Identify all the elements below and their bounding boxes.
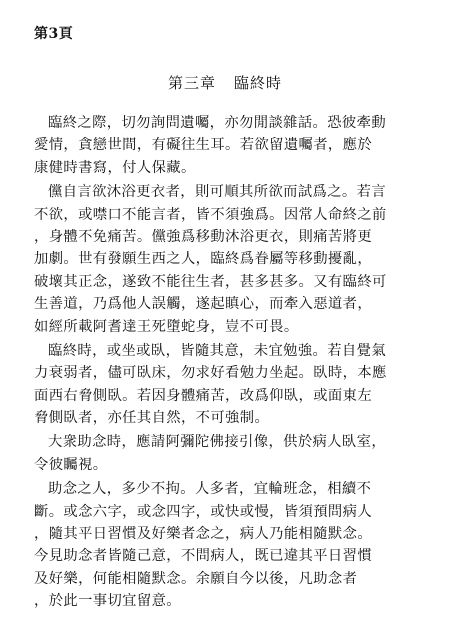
text-line: 不欲，或噤口不能言者，皆不須強爲。因常人命終之前 bbox=[34, 206, 387, 223]
text-line: ，隨其平日習慣及好樂者念之，病人乃能相隨默念。 bbox=[34, 526, 373, 543]
page-number-label: 第3頁 bbox=[34, 26, 74, 42]
text-line: 臨終之際，切勿詢問遺囑，亦勿閒談雜話。恐彼牽動 bbox=[48, 115, 387, 131]
paragraph-3 bbox=[34, 340, 434, 430]
chapter-heading bbox=[0, 72, 450, 93]
text-line: 令彼矚視。 bbox=[34, 456, 108, 473]
paragraph-4 bbox=[34, 431, 434, 476]
text-line: 如經所載阿耆達王死墮蛇身，豈不可畏。 bbox=[34, 318, 299, 335]
paragraph-1 bbox=[34, 112, 434, 179]
body-text bbox=[34, 112, 434, 613]
text-line: 愛情，貪戀世間，有礙往生耳。若欲留遺囑者，應於 bbox=[34, 137, 373, 154]
text-line: 斷。或念六字，或念四字，或快或慢，皆須預問病人 bbox=[34, 503, 373, 520]
text-line: 助念之人，多少不拘。人多者，宜輪班念，相續不 bbox=[48, 481, 372, 498]
text-line: 今見助念者皆隨己意，不問病人，既已違其平日習慣 bbox=[34, 548, 373, 565]
text-line: 及好樂，何能相隨默念。余願自今以後，凡助念者 bbox=[34, 570, 358, 587]
text-line: 面西右脅側臥。若因身體痛苦，改爲仰臥，或面東左 bbox=[34, 387, 373, 404]
paragraph-5 bbox=[34, 478, 434, 612]
paragraph-2 bbox=[34, 181, 434, 338]
text-line: 大衆助念時，應請阿彌陀佛接引像，供於病人臥室， bbox=[48, 434, 387, 451]
chapter-number: 第三章 bbox=[167, 74, 216, 92]
text-line: ，於此一事切宜留意。 bbox=[34, 593, 181, 610]
text-line: ，身體不免痛苦。儻強爲移動沐浴更衣，則痛苦將更 bbox=[34, 228, 373, 245]
chapter-title-text: 臨終時 bbox=[234, 74, 283, 92]
text-line: 破壞其正念，遂致不能往生者，甚多甚多。又有臨終可 bbox=[34, 273, 387, 290]
text-line: 力衰弱者，儘可臥床，勿求好看勉力坐起。臥時，本應 bbox=[34, 365, 387, 382]
text-line: 臨終時，或坐或臥，皆隨其意，未宜勉強。若自覺氣 bbox=[48, 342, 387, 359]
text-line: 生善道，乃爲他人誤觸，遂起瞋心，而牽入惡道者， bbox=[34, 296, 373, 313]
text-line: 脅側臥者，亦任其自然，不可強制。 bbox=[34, 410, 270, 427]
text-line: 加劇。世有發願生西之人，臨終爲眷屬等移動擾亂， bbox=[34, 251, 373, 268]
text-line: 儻自言欲沐浴更衣者，則可順其所欲而試爲之。若言 bbox=[48, 184, 387, 201]
text-line: 康健時書寫，付人保藏。 bbox=[34, 159, 196, 176]
